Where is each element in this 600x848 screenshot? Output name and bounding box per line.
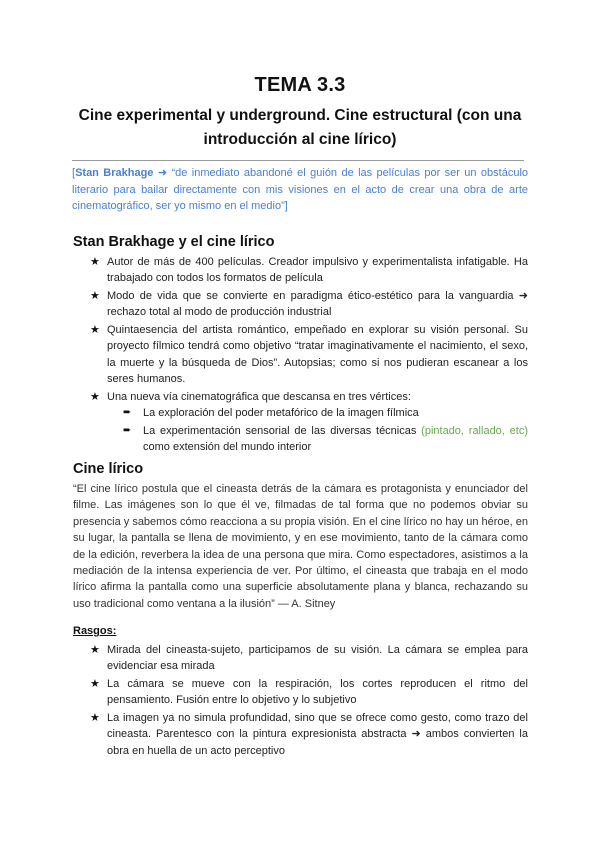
list-item: [90, 676, 528, 709]
sub-list-item-text: La experimentación sensorial de las diversas técnicas: [143, 424, 422, 437]
sub-list-item-text: como extensión del mundo interior: [143, 441, 312, 454]
list-item: [90, 288, 528, 321]
quote-text: “de inmediato abandoné el guión de las películas por ser un obstáculo literario para bailar directamente con mis visiones en el acto de crear una obra de arte cinematográfico, ser yo mismo en el medio”]: [72, 167, 529, 212]
sub-list-item: [123, 405, 528, 421]
rasgos-list: [90, 642, 528, 761]
list-item-text: La cámara se mueve con la respiración, los cortes reproducen el ritmo del pensamiento. Fusión entre lo objetivo y lo subjetivo: [107, 678, 528, 707]
list-item-text: Modo de vida que se convierte en paradigma ético-estético para la vanguardia ➜ rechazo total al modo de producción industrial: [107, 290, 528, 319]
list-item: [90, 710, 528, 759]
page-title: TEMA 3.3: [254, 74, 346, 96]
sub-list-item: [123, 423, 528, 456]
page-subtitle: Cine experimental y underground. Cine estructural (con una introducción al cine lírico): [78, 107, 522, 148]
rasgos-label: Rasgos:: [73, 625, 117, 637]
star-icon: ★: [90, 290, 100, 303]
list-item-text: La imagen ya no simula profundidad, sino que se ofrece como gesto, como trazo del cineasta. Parentesco con la pintura expresionista abstracta ➜ ambos convierten la obra en huella de un acto perceptivo: [107, 712, 528, 757]
section-heading-cine-lirico: Cine lírico: [73, 461, 144, 477]
divider: [72, 160, 524, 161]
techniques-highlight: (pintado, rallado, etc): [421, 424, 528, 437]
quote-author: Stan Brakhage: [75, 167, 154, 179]
star-icon: ★: [90, 678, 100, 691]
sub-list-item-text: La exploración del poder metafórico de la imagen fílmica: [143, 407, 419, 420]
star-icon: ★: [90, 712, 100, 725]
list-item: [90, 254, 528, 287]
arrow-icon: ➜: [157, 167, 168, 179]
star-icon: ★: [90, 644, 100, 656]
section-heading-brakhage: Stan Brakhage y el cine lírico: [73, 234, 275, 250]
intro-quote: [72, 165, 528, 215]
arrow-icon: ➨: [123, 407, 132, 419]
list-item: [90, 389, 528, 456]
list-item: [90, 322, 528, 387]
arrow-icon: ➨: [123, 424, 132, 436]
list-item-text: Quintaesencia del artista romántico, empeñado en explorar su visión personal. Su proyecto fílmico tendrá como objetivo “tratar imaginativamente el nacimiento, el sexo, la muerte y la búsqueda de Dios”. Autopsias; como si nos pudieran escanear a los seres humanos.: [107, 324, 528, 386]
list-item: [90, 642, 528, 675]
star-icon: ★: [90, 324, 100, 337]
list-item-text: Autor de más de 400 películas. Creador impulsivo y experimentalista infatigable. Ha trabajado con todos los formatos de película: [107, 256, 528, 285]
quote-open-bracket: [: [72, 167, 76, 179]
sub-list: [107, 405, 528, 455]
sitney-quote: “El cine lírico postula que el cineasta detrás de la cámara es protagonista y enunciador del filme. Las imágenes son lo que él ve, filmadas de tal forma que no podemos obviar su presencia y sabemos cómo reacciona a su propia visión. En el cine lírico no hay un héroe, en su lugar, la pantalla se llena de movimiento, y en ese movimiento, tanto de la cámara como de la edición, reverbera la idea de una persona que mira. Como espectadores, asistimos a la mediación de la intensa experiencia de ver. Por último, el cineasta que trabaja en el modo lírico afirma la pantalla como una superficie absolutamente plana y blanca, rechazando su uso tradicional como ventana a la ilusión” — A. Sitney: [73, 483, 528, 610]
list-item-text: Una nueva vía cinematográfica que descansa en tres vértices:: [107, 390, 411, 403]
list-item-text: Mirada del cineasta-sujeto, participamos de su visión. La cámara se emplea para evidenciar esa mirada: [107, 644, 528, 673]
brakhage-list: [90, 254, 528, 457]
star-icon: ★: [90, 390, 100, 403]
star-icon: ★: [90, 256, 100, 268]
